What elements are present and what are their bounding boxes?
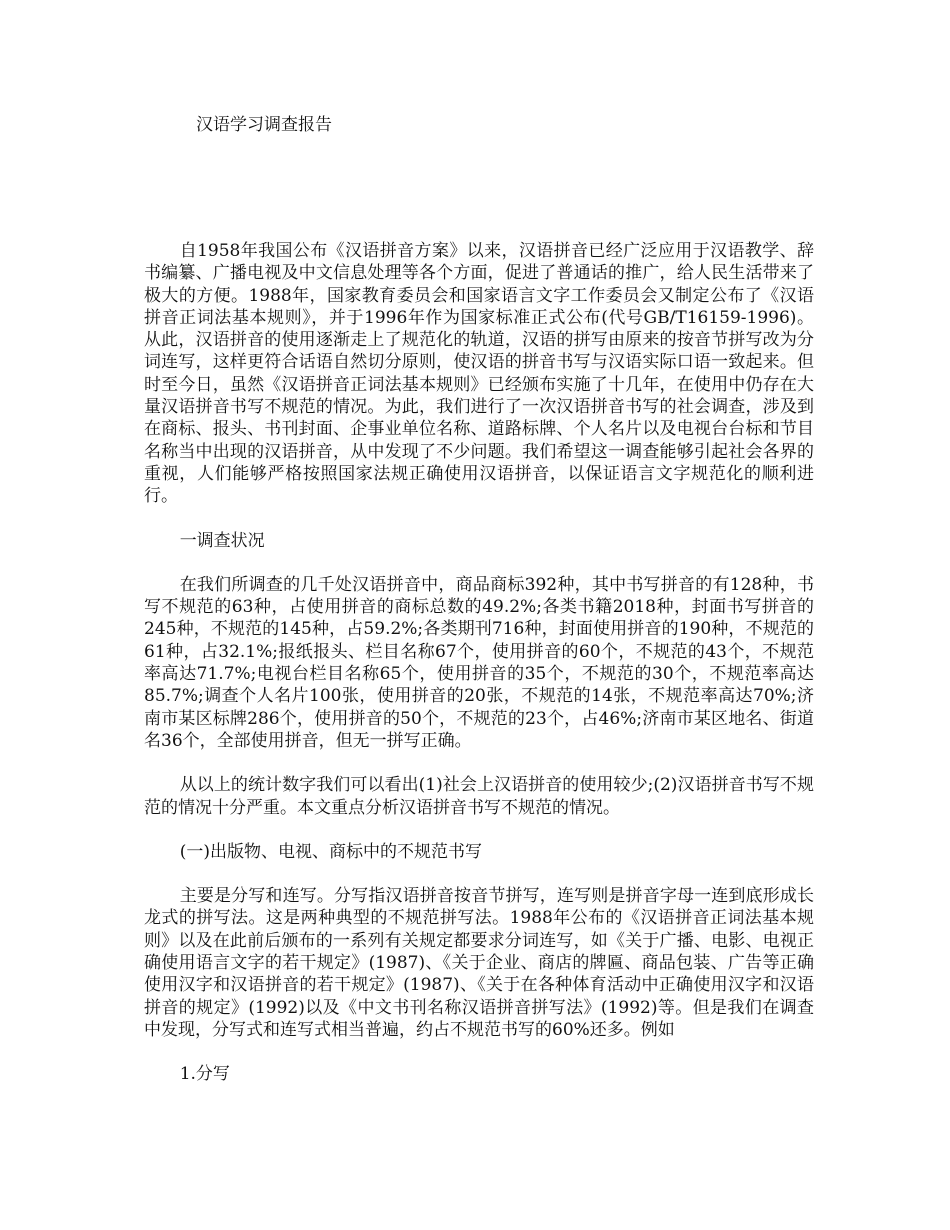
section-heading-survey: 一调查状况	[179, 530, 265, 551]
intro-paragraph: 自1958年我国公布《汉语拼音方案》以来，汉语拼音已经广泛应用于汉语教学、辞书编纂、广播电视及中文信息处理等各个方面，促进了普通话的推广，给人民生活带来了极大的方便。1988年，国家教育委员会和国家语言文字工作委员会又制定公布了《汉语拼音正词法基本规则》，并于1996年作为国家标准正式公布(代号GB/T16159-1996)。从此，汉语拼音的使用逐渐走上了规范化的轨道，汉语的拼写由原来的按音节拼写改为分词连写，这样更符合话语自然切分原则，使汉语的拼音书写与汉语实际口语一致起来。但时至今日，虽然《汉语拼音正词法基本规则》已经颁布实施了十几年，在使用中仍存在大量汉语拼音书写不规范的情况。为此，我们进行了一次汉语拼音书写的社会调查，涉及到在商标、报头、书刊封面、企事业单位名称、道路标牌、个人名片以及电视台台标和节目名称当中出现的汉语拼音，从中发现了不少问题。我们希望这一调查能够引起社会各界的重视，人们能够严格按照国家法规正确使用汉语拼音，以保证语言文字规范化的顺利进行。	[144, 241, 814, 507]
subheading-split-writing: 1.分写	[179, 1064, 230, 1085]
conclusion-paragraph: 从以上的统计数字我们可以看出(1)社会上汉语拼音的使用较少;(2)汉语拼音书写不规范的情况十分严重。本文重点分析汉语拼音书写不规范的情况。	[144, 775, 814, 818]
survey-statistics-paragraph: 在我们所调查的几千处汉语拼音中，商品商标392种，其中书写拼音的有128种，书写不规范的63种，占使用拼音的商标总数的49.2%;各类书籍2018种，封面书写拼音的245种，不规范的145种，占59.2%;各类期刊716种，封面使用拼音的190种，不规范的61种，占32.1%;报纸报头、栏目名称67个，使用拼音的60个，不规范的43个，不规范率高达71.7%;电视台栏目名称65个，使用拼音的35个，不规范的30个，不规范率高达85.7%;调查个人名片100张，使用拼音的20张，不规范的14张，不规范率高达70%;济南市某区标牌286个，使用拼音的50个，不规范的23个，占46%;济南市某区地名、街道名36个，全部使用拼音，但无一拼写正确。	[144, 574, 814, 751]
document-title: 汉语学习调查报告	[196, 115, 332, 135]
subsection-heading-publications: (一)出版物、电视、商标中的不规范书写	[179, 841, 482, 862]
separation-paragraph: 主要是分写和连写。分写指汉语拼音按音节拼写，连写则是拼音字母一连到底形成长龙式的拼写法。这是两种典型的不规范拼写法。1988年公布的《汉语拼音正词法基本规则》以及在此前后颁布的一系列有关规定都要求分词连写，如《关于广播、电影、电视正确使用语言文字的若干规定》(1987)、《关于企业、商店的牌匾、商品包装、广告等正确使用汉字和汉语拼音的若干规定》(1987)、《关于在各种体育活动中正确使用汉字和汉语拼音的规定》(1992)以及《中文书刊名称汉语拼音拼写法》(1992)等。但是我们在调查中发现，分写式和连写式相当普遍，约占不规范书写的60%还多。例如	[144, 886, 814, 1040]
document-body	[144, 240, 814, 1108]
